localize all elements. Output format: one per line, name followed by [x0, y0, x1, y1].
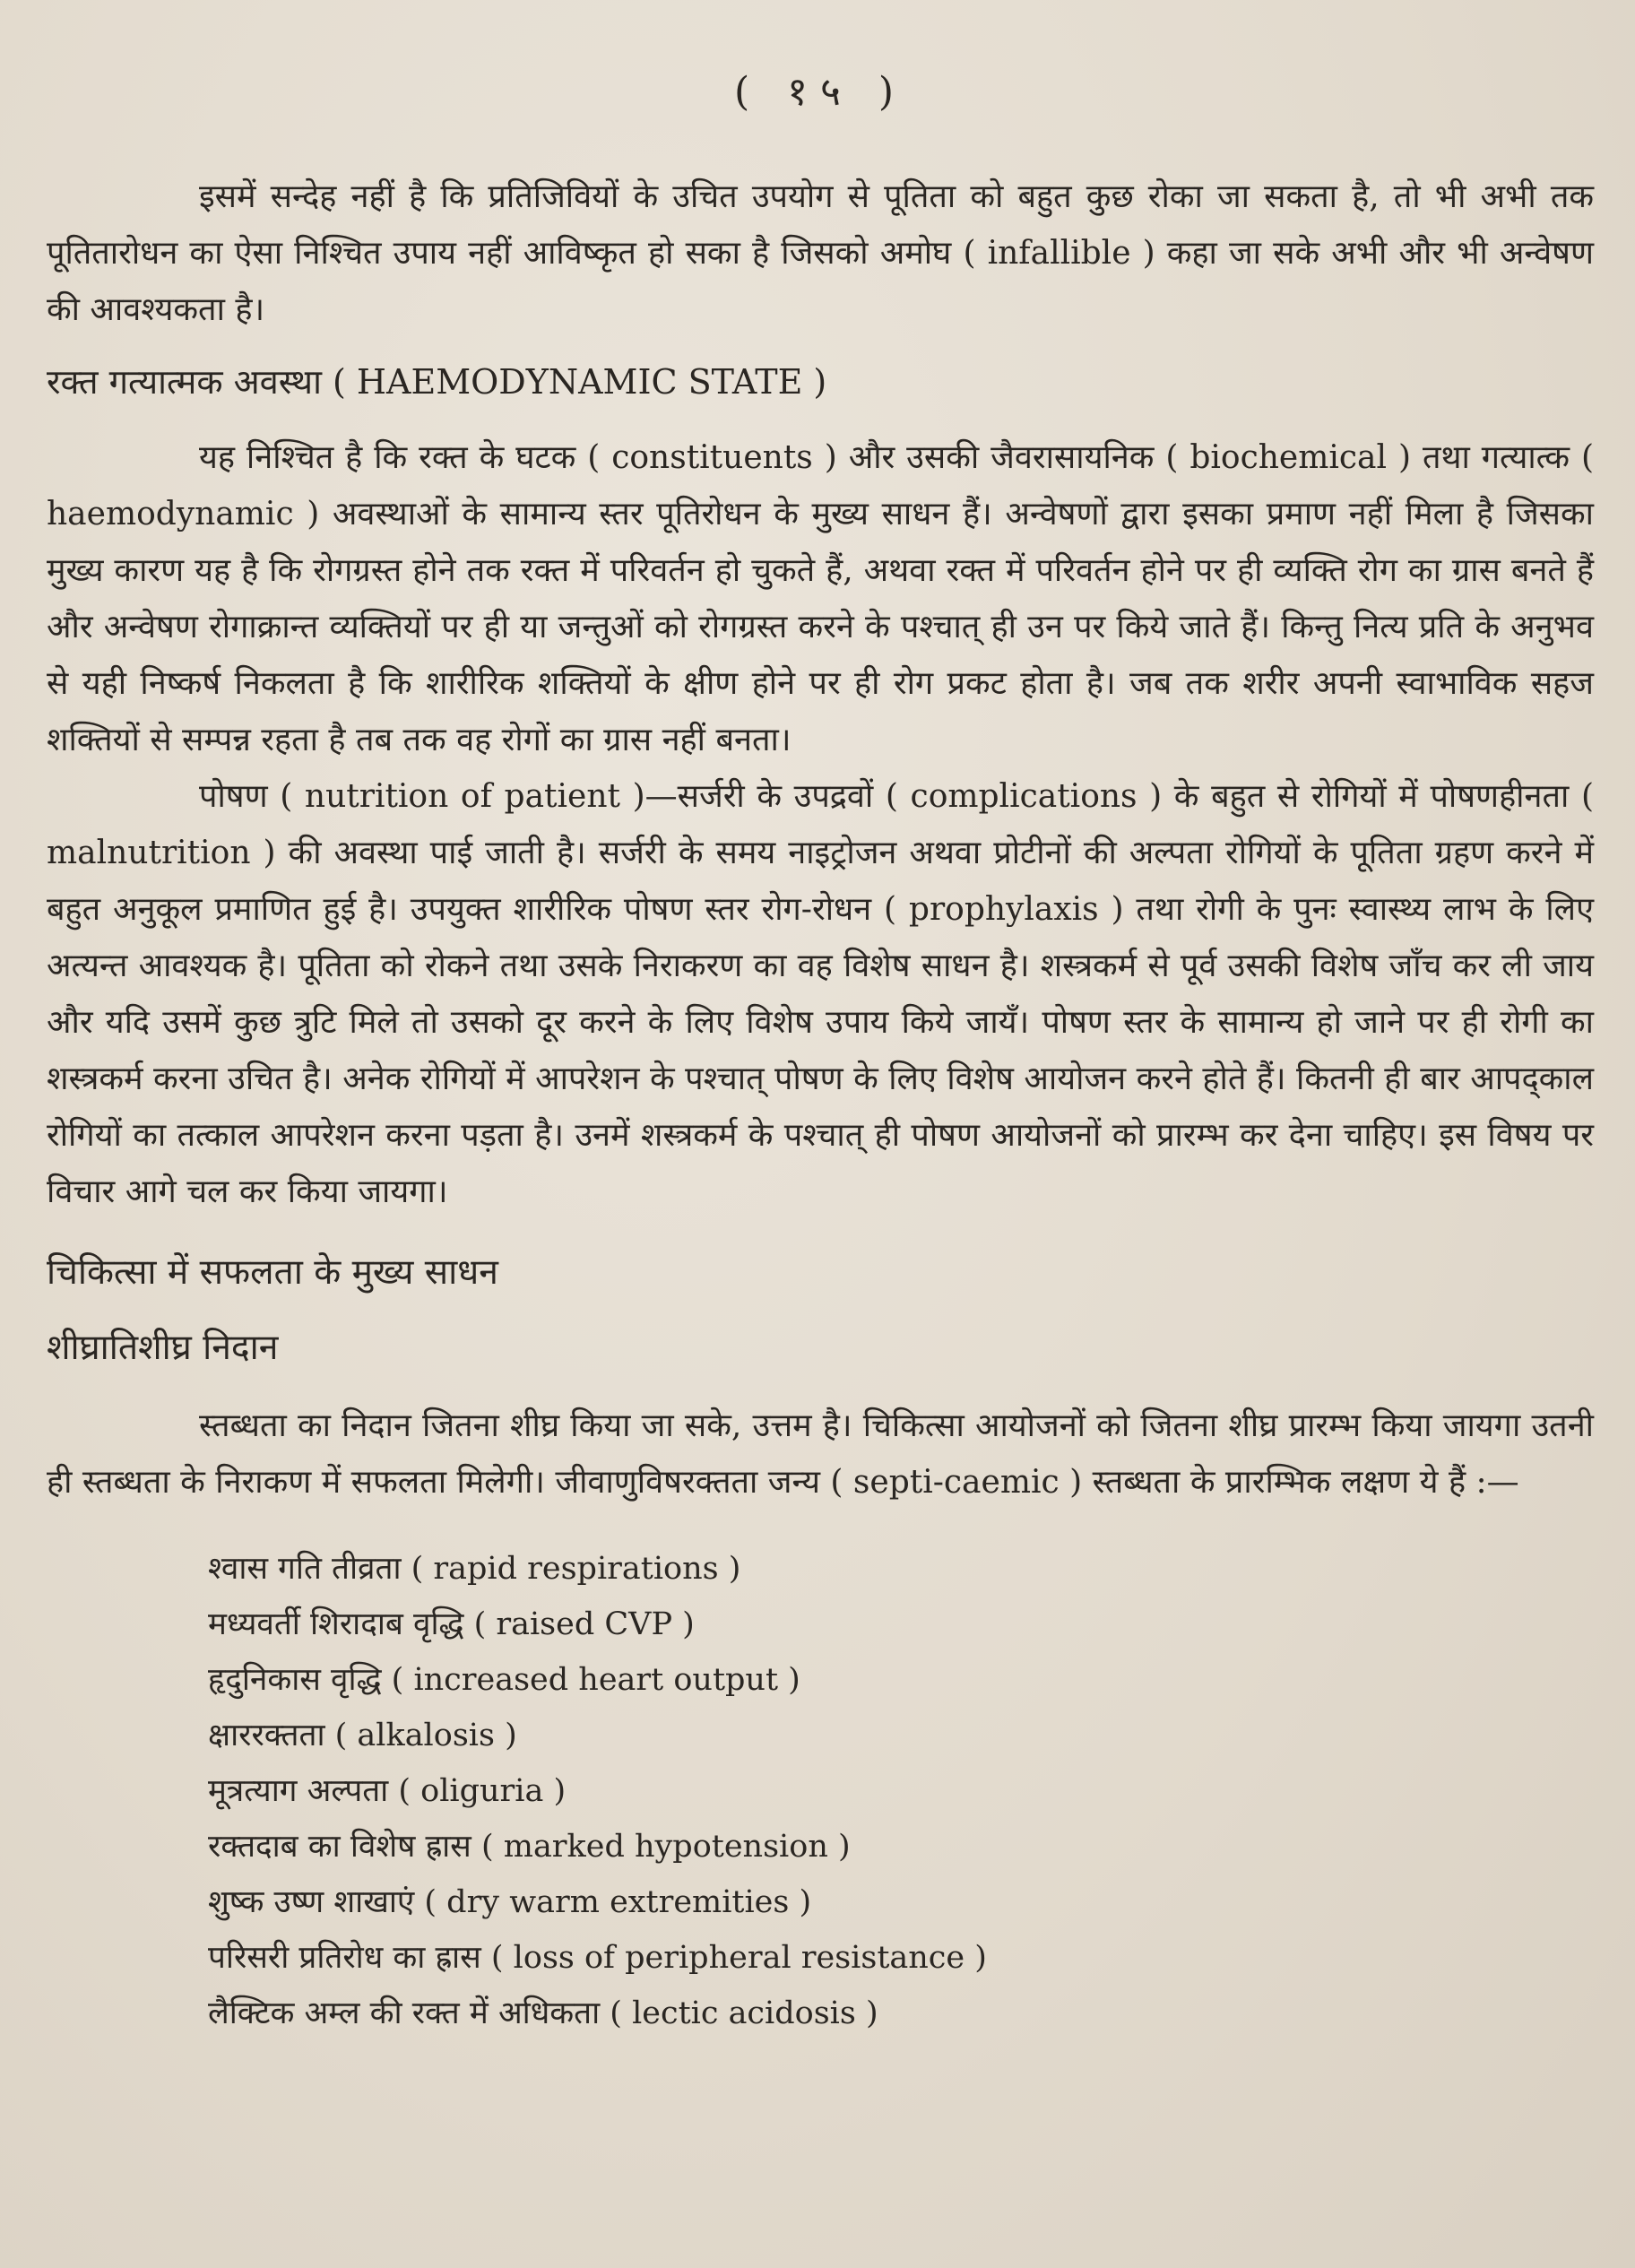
symptom-list [47, 1541, 1594, 2041]
list-item: हृदुनिकास वृद्धि ( increased heart output ) [208, 1662, 800, 1698]
list-item: लैक्टिक अम्ल की रक्त में अधिकता ( lectic acidosis ) [208, 1995, 878, 2031]
list-item: मूत्रत्याग अल्पता ( oliguria ) [208, 1773, 567, 1809]
haemodynamic-state-heading: रक्त गत्यात्मक अवस्था ( HAEMODYNAMIC STATE ) [47, 362, 827, 402]
diagnosis-paragraph: स्तब्धता का निदान जितना शीघ्र किया जा सके, उत्तम है। चिकित्सा आयोजनों को जितना शीघ्र प्रारम्भ किया जायगा उतनी ही स्तब्धता के निराकण में सफलता मिलेगी। जीवाणुविषरक्तता जन्य ( septi-caemic ) स्तब्धता के प्रारम्भिक लक्षण ये हैं :— [47, 1407, 1594, 1501]
list-item: मध्यवर्ती शिरादाब वृद्धि ( raised CVP ) [208, 1606, 695, 1642]
page-number: ( १५ ) [733, 69, 907, 115]
success-heading-block [47, 1247, 1594, 1374]
list-item: क्षाररक्तता ( alkalosis ) [208, 1718, 517, 1753]
intro-paragraph: इसमें सन्देह नहीं है कि प्रतिजिवियों के उचित उपयोग से पूतिता को बहुत कुछ रोका जा सकता है, तो भी अभी तक पूतितारोधन का ऐसा निश्चित उपाय नहीं आविष्कृत हो सका है जिसको अमोघ ( infallible ) कहा जा सके अभी और भी अन्वेषण की आवश्यकता है। [47, 178, 1594, 328]
early-diagnosis-heading: शीघ्रातिशीघ्र निदान [47, 1328, 279, 1368]
success-means-heading: चिकित्सा में सफलता के मुख्य साधन [47, 1252, 498, 1293]
nutrition-paragraph: पोषण ( nutrition of patient )—सर्जरी के उपद्रवों ( complications ) के बहुत से रोगियों में पोषणहीनता ( malnutrition ) की अवस्था पाई जाती है। सर्जरी के समय नाइट्रोजन अथवा प्रोटीनों की अल्पता रोगियों के पूतिता ग्रहण करने में बहुत अनुकूल प्रमाणित हुई है। उपयुक्त शारीरिक पोषण स्तर रोग-रोधन ( prophylaxis ) तथा रोगी के पुनः स्वास्थ्य लाभ के लिए अत्यन्त आवश्यक है। पूतिता को रोकने तथा उसके निराकरण का वह विशेष साधन है। शस्त्रकर्म से पूर्व उसकी विशेष जाँच कर ली जाय और यदि उसमें कुछ त्रुटि मिले तो उसको दूर करने के लिए विशेष उपाय किये जायँ। पोषण स्तर के सामान्य हो जाने पर ही रोगी का शस्त्रकर्म करना उचित है। अनेक रोगियों में आपरेशन के पश्चात् पोषण के लिए विशेष आयोजन करने होते हैं। कितनी ही बार आपद्काल रोगियों का तत्काल आपरेशन करना पड़ता है। उनमें शस्त्रकर्म के पश्चात् ही पोषण आयोजनों को प्रारम्भ कर देना चाहिए। इस विषय पर विचार आगे चल कर किया जायगा। [47, 778, 1594, 1210]
list-item: परिसरी प्रतिरोध का ह्रास ( loss of peripheral resistance ) [208, 1940, 987, 1976]
list-item: रक्तदाब का विशेष ह्रास ( marked hypotension ) [208, 1829, 851, 1865]
list-item: शुष्क उष्ण शाखाएं ( dry warm extremities ) [208, 1884, 812, 1920]
list-item: श्वास गति तीव्रता ( rapid respirations ) [208, 1551, 741, 1587]
haemodynamic-paragraph: यह निश्चित है कि रक्त के घटक ( constituents ) और उसकी जैवरासायनिक ( biochemical ) तथा गत्यात्क ( haemodynamic ) अवस्थाओं के सामान्य स्तर पूतिरोधन के मुख्य साधन हैं। अन्वेषणों द्वारा इसका प्रमाण नहीं मिला है जिसका मुख्य कारण यह है कि रोगग्रस्त होने तक रक्त में परिवर्तन हो चुकते हैं, अथवा रक्त में परिवर्तन होने पर ही व्यक्ति रोग का ग्रास बनते हैं और अन्वेषण रोगाक्रान्त व्यक्तियों पर ही या जन्तुओं को रोगग्रस्त करने के पश्चात् ही उन पर किये जाते हैं। किन्तु नित्य प्रति के अनुभव से यही निष्कर्ष निकलता है कि शारीरिक शक्तियों के क्षीण होने पर ही रोग प्रकट होता है। जब तक शरीर अपनी स्वाभाविक सहज शक्तियों से सम्पन्न रहता है तब तक वह रोगों का ग्रास नहीं बनता। [47, 439, 1595, 758]
